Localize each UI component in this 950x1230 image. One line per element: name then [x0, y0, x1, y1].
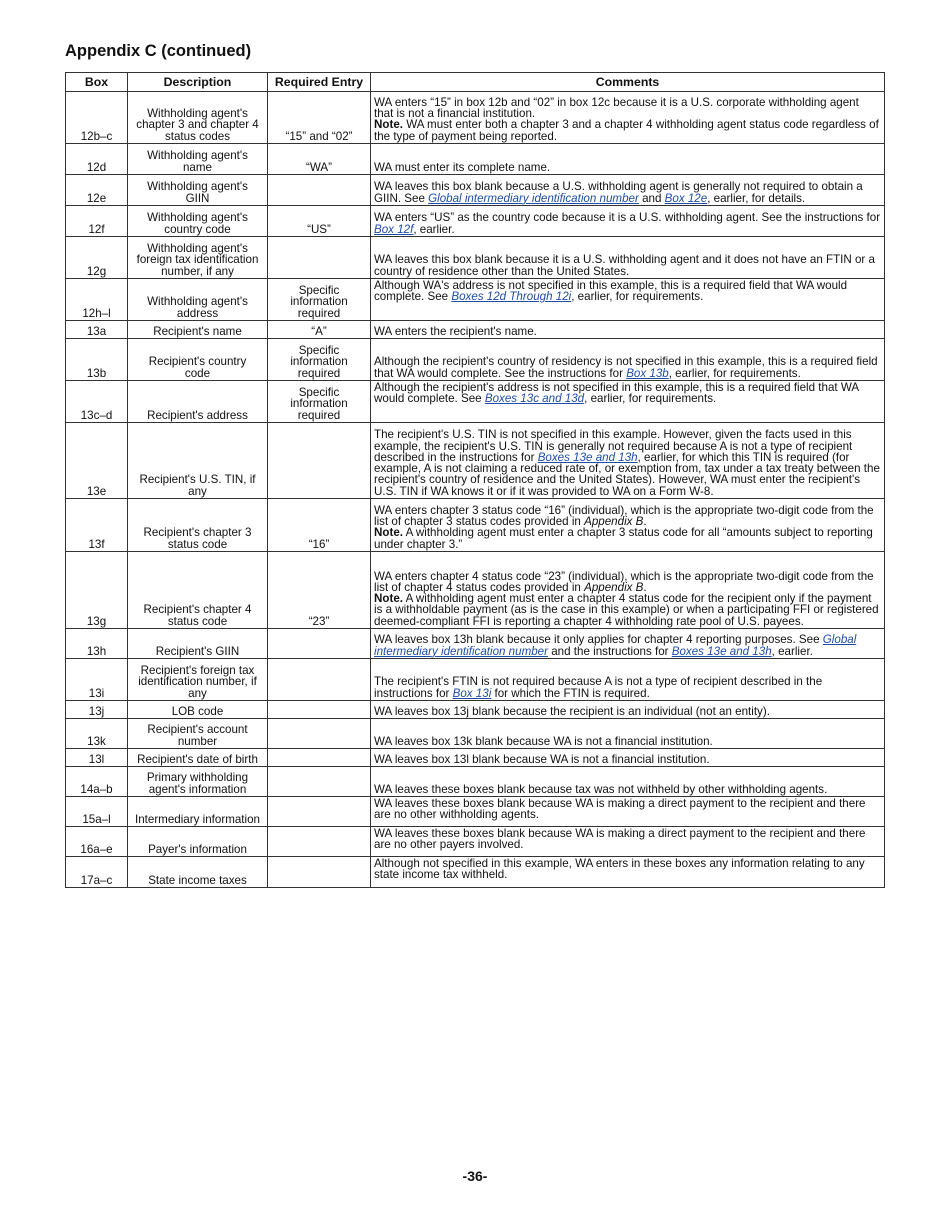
description-cell: Withholding agent's name [128, 144, 268, 175]
required-entry-cell: “US” [268, 206, 371, 237]
table-row [66, 237, 885, 279]
table-row [66, 552, 885, 629]
header-comments: Comments [371, 73, 885, 92]
link-boxes-12d-through-12i[interactable]: Boxes 12d Through 12i [451, 290, 572, 304]
page-number: -36- [462, 1168, 488, 1184]
comments-cell: Although the recipient's country of residency is not specified in this example, this is a required field that WA would complete. See the instructions for Box 13b, earlier, for requirements. [371, 339, 885, 381]
page-title: Appendix C (continued) [65, 42, 252, 60]
description-cell: Intermediary information [128, 797, 268, 827]
header-box: Box [66, 73, 128, 92]
box-cell: 16a–e [66, 827, 128, 857]
description-cell: Recipient's date of birth [128, 749, 268, 767]
link-box-13i[interactable]: Box 13i [452, 686, 492, 700]
comments-cell: WA enters chapter 3 status code “16” (individual), which is the appropriate two-digit code from the list of chapter 3 status codes provided in Appendix B. Note. A withholding agent must enter a chapter 3 status code for all “amounts subject to reporting under chapter 3.” [371, 499, 885, 552]
comments-cell: WA leaves these boxes blank because WA is making a direct payment to the recipient and there are no other withholding agents. [371, 797, 885, 827]
box-cell: 12b–c [66, 92, 128, 144]
box-cell: 13b [66, 339, 128, 381]
table-row [66, 423, 885, 499]
table-row [66, 339, 885, 381]
box-cell: 13l [66, 749, 128, 767]
comments-cell: WA leaves box 13j blank because the recipient is an individual (not an entity). [371, 701, 885, 719]
link-box-12f[interactable]: Box 12f [374, 222, 414, 236]
description-cell: Withholding agent's chapter 3 and chapter 4 status codes [128, 92, 268, 144]
description-cell: Recipient's country code [128, 339, 268, 381]
link-box-13b[interactable]: Box 13b [626, 366, 669, 380]
table-row [66, 279, 885, 321]
box-cell: 13h [66, 629, 128, 659]
required-entry-cell [268, 659, 371, 701]
comments-cell: WA enters chapter 4 status code “23” (individual), which is the appropriate two-digit code from the list of chapter 4 status codes provided in Appendix B. Note. A withholding agent must enter a chapter 4 status code for the recipient only if the payment is a withholdable payment (as is the case in this example) or when a participating FFI or registered deemed-compliant FFI is reporting a chapter 4 withholding rate pool of U.S. payees. [371, 552, 885, 629]
required-entry-cell [268, 749, 371, 767]
comments-cell: The recipient's U.S. TIN is not specified in this example. However, given the facts used in this example, the recipient's U.S. TIN is generally not required because A is not a type of recipient described in the instructions for Boxes 13e and 13h, earlier, for which this TIN is required (for example, A is not claiming a reduced rate of, or exemption from, tax under a tax treaty between the recipient's country of residence and the United States). However, WA must enter the recipient's U.S. TIN if WA knows it or if it was provided to WA on a Form W-8. [371, 423, 885, 499]
box-cell: 13j [66, 701, 128, 719]
description-cell: Recipient's U.S. TIN, if any [128, 423, 268, 499]
required-entry-cell: “16” [268, 499, 371, 552]
box-cell: 12e [66, 175, 128, 206]
required-entry-cell: Specific information required [268, 279, 371, 321]
comments-cell: The recipient's FTIN is not required because A is not a type of recipient described in the instructions for Box 13i for which the FTIN is required. [371, 659, 885, 701]
table-row [66, 175, 885, 206]
link-global-intermediary-identification-number[interactable]: Global intermediary identification number [428, 191, 639, 205]
comments-cell: Although the recipient's address is not specified in this example, this is a required field that WA would complete. See Boxes 13c and 13d, earlier, for requirements. [371, 381, 885, 423]
table-row [66, 701, 885, 719]
table-row [66, 827, 885, 857]
box-cell: 12d [66, 144, 128, 175]
required-entry-cell [268, 767, 371, 797]
description-cell: Recipient's account number [128, 719, 268, 749]
comments-cell: WA leaves box 13l blank because WA is not a financial institution. [371, 749, 885, 767]
box-cell: 13a [66, 321, 128, 339]
table-header-row [66, 73, 885, 92]
comments-cell: WA leaves these boxes blank because WA is making a direct payment to the recipient and there are no other payers involved. [371, 827, 885, 857]
box-cell: 12h–l [66, 279, 128, 321]
comments-cell: WA enters the recipient's name. [371, 321, 885, 339]
appendix-table [65, 72, 885, 888]
description-cell: Withholding agent's country code [128, 206, 268, 237]
link-boxes-13c-and-13d[interactable]: Boxes 13c and 13d [484, 392, 585, 406]
box-cell: 13c–d [66, 381, 128, 423]
description-cell: Recipient's address [128, 381, 268, 423]
table-row [66, 719, 885, 749]
required-entry-cell [268, 857, 371, 888]
required-entry-cell [268, 175, 371, 206]
description-cell: Withholding agent's foreign tax identification number, if any [128, 237, 268, 279]
table-row [66, 92, 885, 144]
link-box-12e[interactable]: Box 12e [664, 191, 708, 205]
comments-cell: WA leaves this box blank because a U.S. withholding agent is generally not required to obtain a GIIN. See Global intermediary identification number and Box 12e, earlier, for details. [371, 175, 885, 206]
box-cell: 13i [66, 659, 128, 701]
comments-cell: WA enters “15” in box 12b and “02” in box 12c because it is a U.S. corporate withholding agent that is not a financial institution. Note. WA must enter both a chapter 3 and a chapter 4 withholding agent status code regardless of the type of payment being reported. [371, 92, 885, 144]
description-cell: State income taxes [128, 857, 268, 888]
required-entry-cell: “WA” [268, 144, 371, 175]
comments-cell: WA leaves these boxes blank because tax was not withheld by other withholding agents. [371, 767, 885, 797]
table-row [66, 659, 885, 701]
comments-cell: WA leaves this box blank because it is a U.S. withholding agent and it does not have an FTIN or a country of residence other than the United States. [371, 237, 885, 279]
description-cell: Recipient's foreign tax identification number, if any [128, 659, 268, 701]
description-cell: Recipient's chapter 3 status code [128, 499, 268, 552]
table-row [66, 499, 885, 552]
required-entry-cell [268, 797, 371, 827]
required-entry-cell [268, 629, 371, 659]
comments-cell: Although WA's address is not specified in this example, this is a required field that WA would complete. See Boxes 12d Through 12i, earlier, for requirements. [371, 279, 885, 321]
comments-cell: Although not specified in this example, WA enters in these boxes any information relating to any state income tax withheld. [371, 857, 885, 888]
required-entry-cell: Specific information required [268, 339, 371, 381]
description-cell: Recipient's chapter 4 status code [128, 552, 268, 629]
description-cell: Primary withholding agent's information [128, 767, 268, 797]
box-cell: 13g [66, 552, 128, 629]
comments-cell: WA must enter its complete name. [371, 144, 885, 175]
required-entry-cell [268, 237, 371, 279]
header-required-entry: Required Entry [268, 73, 371, 92]
table-row [66, 629, 885, 659]
box-cell: 12g [66, 237, 128, 279]
comments-cell: WA leaves box 13k blank because WA is not a financial institution. [371, 719, 885, 749]
description-cell: Withholding agent's address [128, 279, 268, 321]
table-row [66, 767, 885, 797]
box-cell: 13e [66, 423, 128, 499]
table-row [66, 206, 885, 237]
box-cell: 12f [66, 206, 128, 237]
link-boxes-13e-and-13h[interactable]: Boxes 13e and 13h [671, 644, 772, 658]
required-entry-cell: “15” and “02” [268, 92, 371, 144]
comments-cell: WA leaves box 13h blank because it only applies for chapter 4 reporting purposes. See Global intermediary identification number and the instructions for Boxes 13e and 13h, earlier. [371, 629, 885, 659]
header-description: Description [128, 73, 268, 92]
box-cell: 13k [66, 719, 128, 749]
box-cell: 15a–l [66, 797, 128, 827]
table-row [66, 144, 885, 175]
table-row [66, 749, 885, 767]
table-row [66, 321, 885, 339]
description-cell: Recipient's name [128, 321, 268, 339]
table-row [66, 797, 885, 827]
box-cell: 14a–b [66, 767, 128, 797]
required-entry-cell [268, 719, 371, 749]
required-entry-cell [268, 827, 371, 857]
box-cell: 13f [66, 499, 128, 552]
required-entry-cell: Specific information required [268, 381, 371, 423]
description-cell: LOB code [128, 701, 268, 719]
link-global-intermediary-identification-number[interactable]: Global intermediary identification number [374, 633, 857, 658]
link-boxes-13e-and-13h[interactable]: Boxes 13e and 13h [537, 450, 638, 464]
required-entry-cell: “A” [268, 321, 371, 339]
description-cell: Recipient's GIIN [128, 629, 268, 659]
box-cell: 17a–c [66, 857, 128, 888]
comments-cell: WA enters “US” as the country code because it is a U.S. withholding agent. See the instructions for Box 12f, earlier. [371, 206, 885, 237]
table-row [66, 857, 885, 888]
required-entry-cell: “23” [268, 552, 371, 629]
required-entry-cell [268, 701, 371, 719]
description-cell: Withholding agent's GIIN [128, 175, 268, 206]
description-cell: Payer's information [128, 827, 268, 857]
required-entry-cell [268, 423, 371, 499]
table-row [66, 381, 885, 423]
